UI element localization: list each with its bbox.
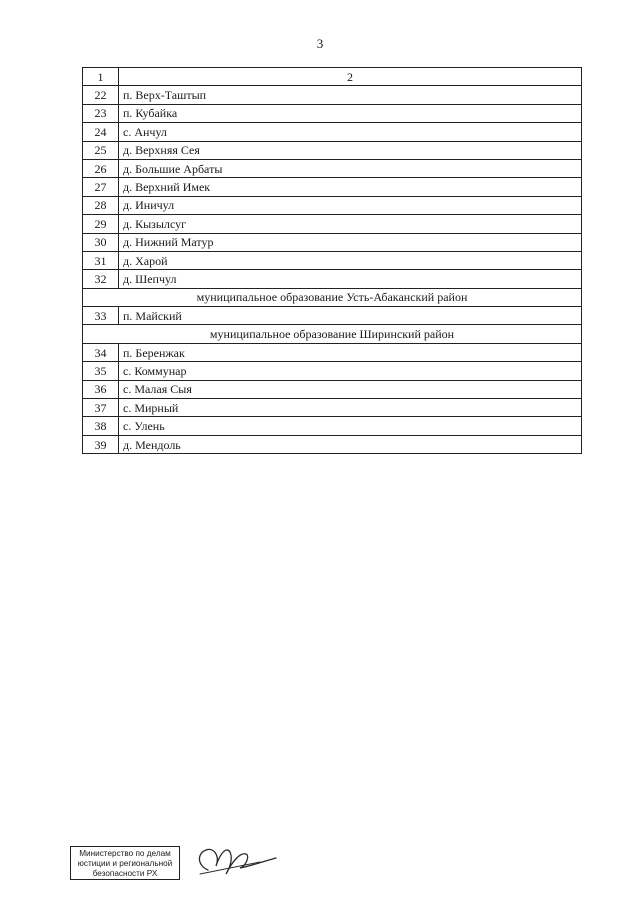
table-row xyxy=(83,123,582,141)
settlement-name: д. Мендоль xyxy=(119,435,582,453)
handwritten-signature xyxy=(190,836,280,882)
settlement-name: п. Беренжак xyxy=(119,343,582,361)
settlement-name: д. Верхняя Сея xyxy=(119,141,582,159)
table-row xyxy=(83,196,582,214)
settlement-name: д. Нижний Матур xyxy=(119,233,582,251)
table-row xyxy=(83,251,582,269)
settlement-name: с. Улень xyxy=(119,417,582,435)
row-number: 23 xyxy=(83,104,119,122)
table-row xyxy=(83,362,582,380)
page-number: 3 xyxy=(316,36,324,51)
row-number: 26 xyxy=(83,159,119,177)
row-number: 38 xyxy=(83,417,119,435)
settlement-name: п. Кубайка xyxy=(119,104,582,122)
row-number: 31 xyxy=(83,251,119,269)
table-row xyxy=(83,399,582,417)
table-header-row xyxy=(83,68,582,86)
table-row xyxy=(83,417,582,435)
table-row xyxy=(83,343,582,361)
table-row xyxy=(83,159,582,177)
settlements-table xyxy=(82,67,582,454)
stamp-line-1: Министерство по делам xyxy=(79,849,171,858)
table-row xyxy=(83,141,582,159)
row-number: 22 xyxy=(83,86,119,104)
column-header-number: 1 xyxy=(83,68,119,86)
settlement-name: д. Большие Арбаты xyxy=(119,159,582,177)
row-number: 37 xyxy=(83,399,119,417)
table-row xyxy=(83,178,582,196)
section-row xyxy=(83,288,582,306)
table-row xyxy=(83,86,582,104)
row-number: 33 xyxy=(83,307,119,325)
row-number: 28 xyxy=(83,196,119,214)
row-number: 30 xyxy=(83,233,119,251)
settlement-name: с. Коммунар xyxy=(119,362,582,380)
row-number: 36 xyxy=(83,380,119,398)
column-header-name: 2 xyxy=(119,68,582,86)
stamp-line-2: юстиции и региональной xyxy=(77,859,173,868)
row-number: 34 xyxy=(83,343,119,361)
row-number: 25 xyxy=(83,141,119,159)
settlement-name: п. Майский xyxy=(119,307,582,325)
settlement-name: с. Анчул xyxy=(119,123,582,141)
row-number: 27 xyxy=(83,178,119,196)
table-row xyxy=(83,233,582,251)
table-row xyxy=(83,380,582,398)
settlement-name: с. Малая Сыя xyxy=(119,380,582,398)
table-row xyxy=(83,307,582,325)
settlement-name: с. Мирный xyxy=(119,399,582,417)
row-number: 39 xyxy=(83,435,119,453)
stamp-line-3: безопасности РХ xyxy=(92,869,158,878)
table-row xyxy=(83,435,582,453)
ministry-stamp xyxy=(70,846,180,880)
table-row xyxy=(83,104,582,122)
settlement-name: д. Шепчул xyxy=(119,270,582,288)
row-number: 35 xyxy=(83,362,119,380)
settlement-name: д. Иничул xyxy=(119,196,582,214)
settlement-name: д. Кызылсуг xyxy=(119,215,582,233)
section-heading-shira: муниципальное образование Ширинский район xyxy=(83,325,582,343)
table-row xyxy=(83,215,582,233)
settlement-name: п. Верх-Таштып xyxy=(119,86,582,104)
row-number: 32 xyxy=(83,270,119,288)
section-row xyxy=(83,325,582,343)
settlement-name: д. Верхний Имек xyxy=(119,178,582,196)
settlement-name: д. Харой xyxy=(119,251,582,269)
table-row xyxy=(83,270,582,288)
section-heading-ust-abakan: муниципальное образование Усть-Абаканский район xyxy=(83,288,582,306)
row-number: 29 xyxy=(83,215,119,233)
row-number: 24 xyxy=(83,123,119,141)
